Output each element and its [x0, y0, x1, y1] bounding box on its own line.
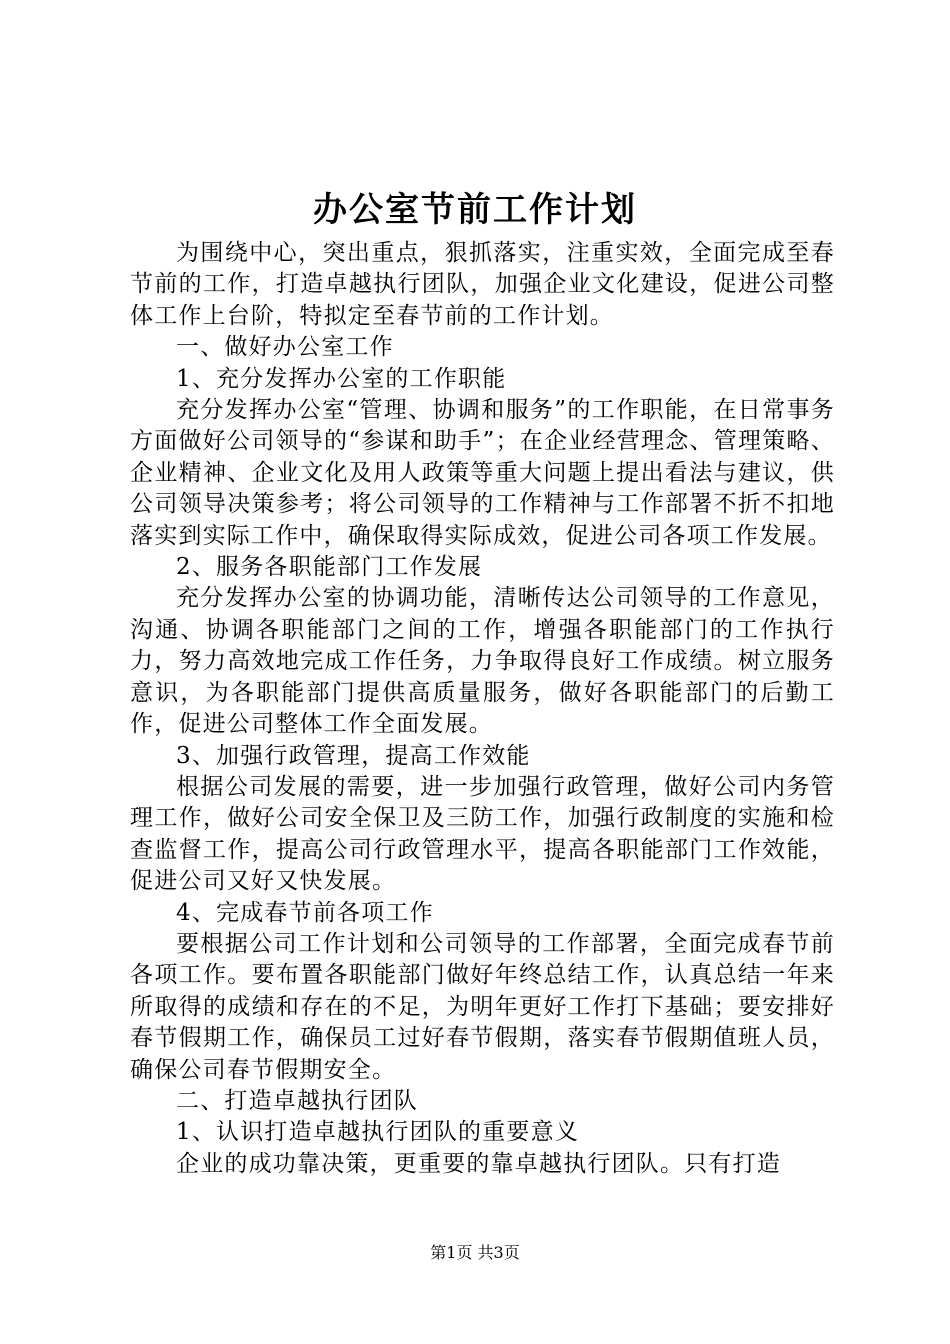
document-title: 办公室节前工作计划 — [313, 190, 637, 230]
paragraph-2-1: 企业的成功靠决策，更重要的靠卓越执行团队。只有打造 — [176, 1150, 781, 1177]
paragraph-1-1: 充分发挥办公室“管理、协调和服务”的工作职能，在日常事务方面做好公司领导的“参谋和助手”；在企业经营理念、管理策略、企业精神、企业文化及用人政策等重大问题上提出看法与建议，供公司领导决策参考；将公司领导的工作精神与工作部署不折不扣地落实到实际工作中，确保取得实际成效，促进公司各项工作发展。 — [130, 397, 835, 549]
page-footer: 第1页 共3页 — [430, 1243, 520, 1262]
subheading-1-1: 1、充分发挥办公室的工作职能 — [176, 365, 507, 392]
paragraph-1-3: 根据公司发展的需要，进一步加强行政管理，做好公司内务管理工作，做好公司安全保卫及三防工作，加强行政制度的实施和检查监督工作，提高公司行政管理水平，提高各职能部门工作效能，促进公司又好又快发展。 — [130, 773, 835, 895]
heading-section-2: 二、打造卓越执行团队 — [176, 1087, 418, 1114]
heading-section-1: 一、做好办公室工作 — [176, 334, 394, 361]
document-body — [130, 238, 835, 1180]
paragraph-1-2: 充分发挥办公室的协调功能，清晰传达公司领导的工作意见，沟通、协调各职能部门之间的工作，增强各职能部门的工作执行力，努力高效地完成工作任务，力争取得良好工作成绩。树立服务意识，为各职能部门提供高质量服务，做好各职能部门的后勤工作，促进公司整体工作全面发展。 — [130, 585, 835, 738]
subheading-1-3: 3、加强行政管理，提高工作效能 — [176, 742, 531, 769]
subheading-1-4: 4、完成春节前各项工作 — [176, 899, 434, 926]
subheading-2-1: 1、认识打造卓越执行团队的重要意义 — [176, 1119, 580, 1146]
paragraph-intro: 为围绕中心，突出重点，狠抓落实，注重实效，全面完成至春节前的工作，打造卓越执行团队，加强企业文化建设，促进公司整体工作上台阶，特拟定至春节前的工作计划。 — [130, 240, 835, 329]
subheading-1-2: 2、服务各职能部门工作发展 — [176, 554, 483, 581]
paragraph-1-4: 要根据公司工作计划和公司领导的工作部署，全面完成春节前各项工作。要布置各职能部门做好年终总结工作，认真总结一年来所取得的成绩和存在的不足，为明年更好工作打下基础；要安排好春节假期工作，确保员工过好春节假期，落实春节假期值班人员，确保公司春节假期安全。 — [130, 930, 835, 1083]
